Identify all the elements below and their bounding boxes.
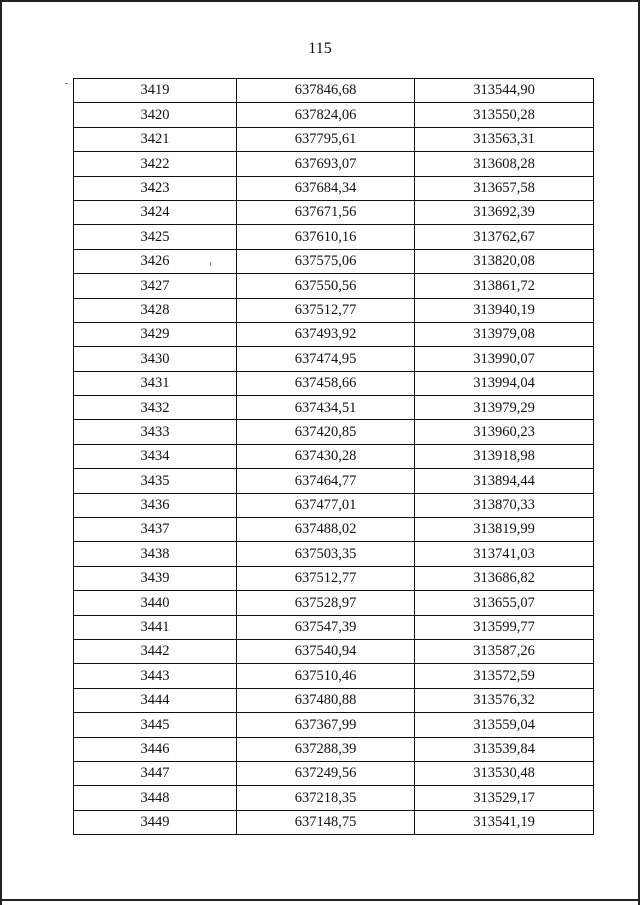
y-coordinate-cell: 313762,67	[415, 225, 594, 249]
y-coordinate-cell: 313994,04	[415, 371, 594, 395]
point-number-cell: 3425	[74, 225, 237, 249]
y-coordinate-cell: 313918,98	[415, 444, 594, 468]
point-number-cell: 3438	[74, 542, 237, 566]
x-coordinate-cell: 637430,28	[237, 444, 415, 468]
table-row	[74, 225, 594, 249]
x-coordinate-cell: 637420,85	[237, 420, 415, 444]
x-coordinate-cell: 637218,35	[237, 786, 415, 810]
table-row	[74, 274, 594, 298]
point-number-cell: 3437	[74, 518, 237, 542]
point-number-cell: 3444	[74, 688, 237, 712]
x-coordinate-cell: 637671,56	[237, 200, 415, 224]
table-row	[74, 518, 594, 542]
point-number-cell: 3431	[74, 371, 237, 395]
table-row	[74, 542, 594, 566]
x-coordinate-cell: 637795,61	[237, 127, 415, 151]
x-coordinate-cell: 637824,06	[237, 103, 415, 127]
table-row	[74, 469, 594, 493]
coordinates-table-body	[74, 79, 594, 835]
y-coordinate-cell: 313990,07	[415, 347, 594, 371]
point-number-cell: 3430	[74, 347, 237, 371]
point-number-cell: 3446	[74, 737, 237, 761]
y-coordinate-cell: 313539,84	[415, 737, 594, 761]
scan-speck	[65, 83, 68, 84]
x-coordinate-cell: 637575,06	[237, 249, 415, 273]
table-row	[74, 103, 594, 127]
y-coordinate-cell: 313894,44	[415, 469, 594, 493]
point-number-cell: 3426	[74, 249, 237, 273]
y-coordinate-cell: 313541,19	[415, 810, 594, 834]
point-number-cell: 3442	[74, 639, 237, 663]
table-row	[74, 737, 594, 761]
table-row	[74, 79, 594, 103]
point-number-cell: 3443	[74, 664, 237, 688]
x-coordinate-cell: 637846,68	[237, 79, 415, 103]
point-number-cell: 3424	[74, 200, 237, 224]
table-row	[74, 615, 594, 639]
x-coordinate-cell: 637550,56	[237, 274, 415, 298]
y-coordinate-cell: 313655,07	[415, 591, 594, 615]
table-row	[74, 810, 594, 834]
y-coordinate-cell: 313686,82	[415, 566, 594, 590]
y-coordinate-cell: 313940,19	[415, 298, 594, 322]
y-coordinate-cell: 313960,23	[415, 420, 594, 444]
x-coordinate-cell: 637493,92	[237, 322, 415, 346]
x-coordinate-cell: 637684,34	[237, 176, 415, 200]
point-number-cell: 3449	[74, 810, 237, 834]
x-coordinate-cell: 637434,51	[237, 396, 415, 420]
table-row	[74, 298, 594, 322]
x-coordinate-cell: 637474,95	[237, 347, 415, 371]
point-number-cell: 3435	[74, 469, 237, 493]
point-number-cell: 3423	[74, 176, 237, 200]
y-coordinate-cell: 313544,90	[415, 79, 594, 103]
x-coordinate-cell: 637547,39	[237, 615, 415, 639]
y-coordinate-cell: 313608,28	[415, 152, 594, 176]
point-number-cell: 3432	[74, 396, 237, 420]
point-number-cell: 3448	[74, 786, 237, 810]
table-row	[74, 761, 594, 785]
page-border-top	[0, 0, 640, 2]
x-coordinate-cell: 637480,88	[237, 688, 415, 712]
point-number-cell: 3447	[74, 761, 237, 785]
table-row	[74, 176, 594, 200]
point-number-cell: 3440	[74, 591, 237, 615]
point-number-cell: 3422	[74, 152, 237, 176]
table-row	[74, 152, 594, 176]
point-number-cell: 3441	[74, 615, 237, 639]
x-coordinate-cell: 637503,35	[237, 542, 415, 566]
table-row	[74, 200, 594, 224]
table-row	[74, 249, 594, 273]
x-coordinate-cell: 637610,16	[237, 225, 415, 249]
x-coordinate-cell: 637464,77	[237, 469, 415, 493]
y-coordinate-cell: 313550,28	[415, 103, 594, 127]
table-row	[74, 371, 594, 395]
y-coordinate-cell: 313692,39	[415, 200, 594, 224]
y-coordinate-cell: 313530,48	[415, 761, 594, 785]
point-number-cell: 3428	[74, 298, 237, 322]
table-row	[74, 322, 594, 346]
table-row	[74, 493, 594, 517]
page-border-bottom	[0, 899, 640, 901]
x-coordinate-cell: 637540,94	[237, 639, 415, 663]
table-row	[74, 420, 594, 444]
point-number-cell: 3433	[74, 420, 237, 444]
table-row	[74, 396, 594, 420]
table-row	[74, 664, 594, 688]
point-number-cell: 3445	[74, 713, 237, 737]
point-number-cell: 3427	[74, 274, 237, 298]
y-coordinate-cell: 313572,59	[415, 664, 594, 688]
page-border-left	[0, 0, 2, 905]
table-row	[74, 688, 594, 712]
x-coordinate-cell: 637512,77	[237, 298, 415, 322]
point-number-cell: 3434	[74, 444, 237, 468]
page-number: 115	[308, 40, 332, 57]
table-row	[74, 639, 594, 663]
x-coordinate-cell: 637512,77	[237, 566, 415, 590]
y-coordinate-cell: 313559,04	[415, 713, 594, 737]
y-coordinate-cell: 313861,72	[415, 274, 594, 298]
coordinates-table	[73, 78, 594, 835]
y-coordinate-cell: 313563,31	[415, 127, 594, 151]
y-coordinate-cell: 313979,08	[415, 322, 594, 346]
x-coordinate-cell: 637367,99	[237, 713, 415, 737]
x-coordinate-cell: 637148,75	[237, 810, 415, 834]
table-row	[74, 127, 594, 151]
x-coordinate-cell: 637477,01	[237, 493, 415, 517]
point-number-cell: 3420	[74, 103, 237, 127]
table-row	[74, 786, 594, 810]
table-row	[74, 591, 594, 615]
point-number-cell: 3419	[74, 79, 237, 103]
y-coordinate-cell: 313819,99	[415, 518, 594, 542]
x-coordinate-cell: 637288,39	[237, 737, 415, 761]
x-coordinate-cell: 637488,02	[237, 518, 415, 542]
y-coordinate-cell: 313820,08	[415, 249, 594, 273]
x-coordinate-cell: 637458,66	[237, 371, 415, 395]
y-coordinate-cell: 313587,26	[415, 639, 594, 663]
x-coordinate-cell: 637528,97	[237, 591, 415, 615]
y-coordinate-cell: 313741,03	[415, 542, 594, 566]
point-number-cell: 3429	[74, 322, 237, 346]
point-number-cell: 3436	[74, 493, 237, 517]
table-row	[74, 444, 594, 468]
x-coordinate-cell: 637510,46	[237, 664, 415, 688]
point-number-cell: 3421	[74, 127, 237, 151]
y-coordinate-cell: 313576,32	[415, 688, 594, 712]
x-coordinate-cell: 637249,56	[237, 761, 415, 785]
y-coordinate-cell: 313529,17	[415, 786, 594, 810]
x-coordinate-cell: 637693,07	[237, 152, 415, 176]
y-coordinate-cell: 313870,33	[415, 493, 594, 517]
table-row	[74, 566, 594, 590]
point-number-cell: 3439	[74, 566, 237, 590]
table-row	[74, 713, 594, 737]
table-row	[74, 347, 594, 371]
y-coordinate-cell: 313657,58	[415, 176, 594, 200]
y-coordinate-cell: 313599,77	[415, 615, 594, 639]
y-coordinate-cell: 313979,29	[415, 396, 594, 420]
